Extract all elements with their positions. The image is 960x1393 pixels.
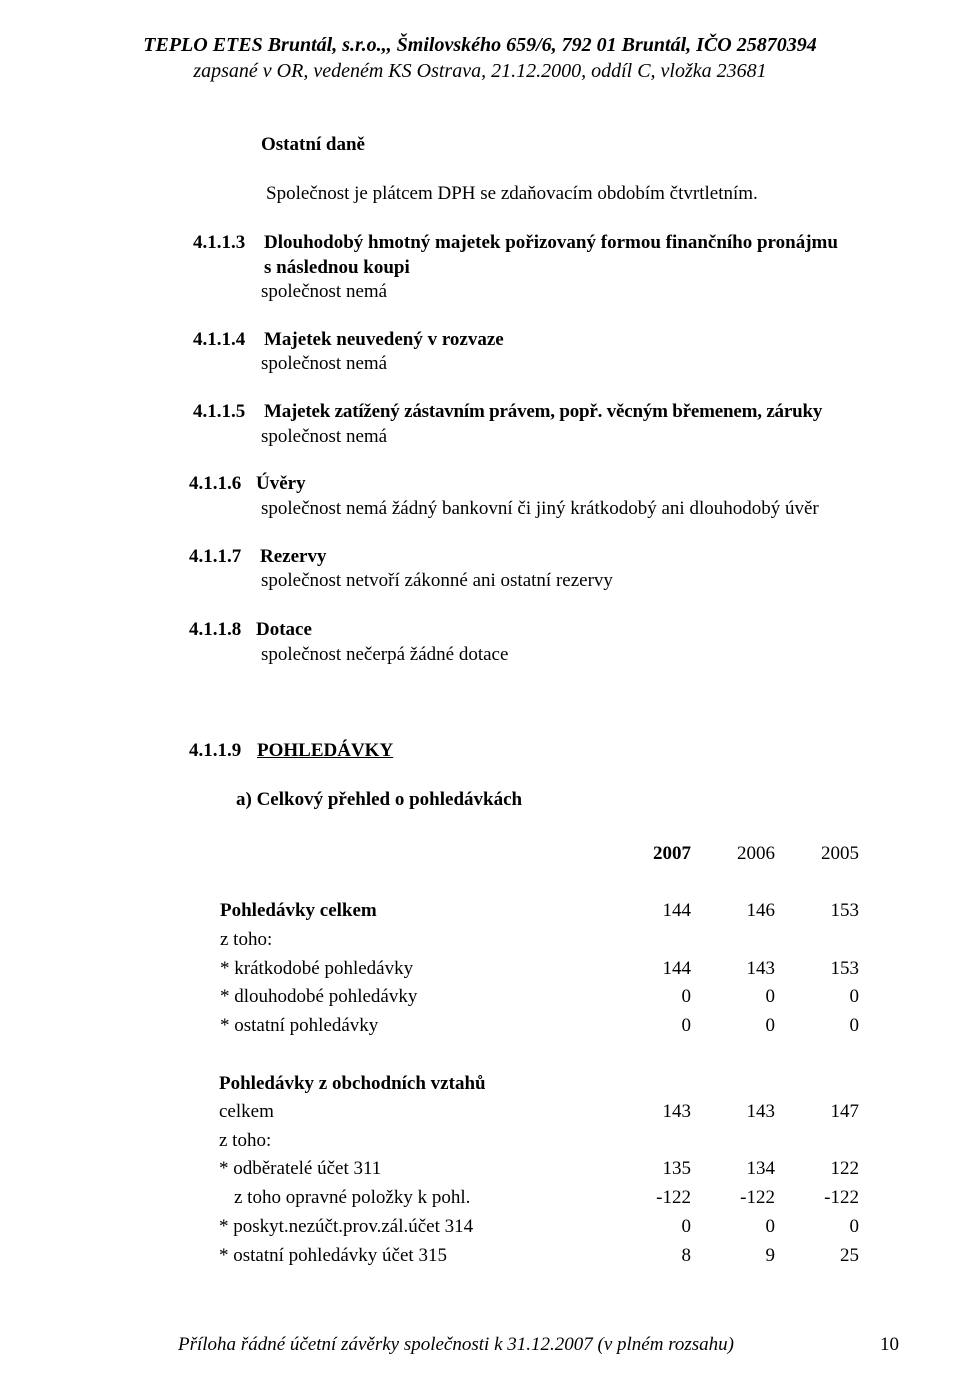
section-text-4-1-1-8: společnost nečerpá žádné dotace <box>261 644 509 665</box>
table-cell: 0 <box>849 1216 859 1237</box>
table-cell: -122 <box>740 1187 775 1208</box>
table-row-label: * odběratelé účet 311 <box>219 1158 382 1179</box>
section-title-4-1-1-8: Dotace <box>256 619 312 640</box>
section-subtitle-4-1-1-9: a) Celkový přehled o pohledávkách <box>236 789 523 810</box>
table-cell: 0 <box>765 1015 775 1036</box>
table-cell: 0 <box>849 1015 859 1036</box>
section-title-4-1-1-3-line2: s následnou koupi <box>264 257 410 278</box>
section-number-4-1-1-7: 4.1.1.7 <box>189 546 242 567</box>
section-number-4-1-1-6: 4.1.1.6 <box>189 473 242 494</box>
section-number-4-1-1-4: 4.1.1.4 <box>193 329 246 350</box>
table-row-label: z toho: <box>220 929 273 950</box>
table-cell: 144 <box>662 958 691 979</box>
table-cell: 134 <box>746 1158 775 1179</box>
table-cell: 143 <box>746 1101 775 1122</box>
table-row-label: Pohledávky celkem <box>220 900 377 921</box>
table-cell: 25 <box>840 1245 859 1266</box>
table-row-label: celkem <box>219 1101 274 1122</box>
table-cell: 144 <box>662 900 691 921</box>
section-text-4-1-1-4: společnost nemá <box>261 353 388 374</box>
table-row-label: * ostatní pohledávky <box>220 1015 379 1036</box>
section-title-4-1-1-9: POHLEDÁVKY <box>257 740 394 761</box>
section-title-4-1-1-7: Rezervy <box>260 546 327 567</box>
ostatni-dane-title: Ostatní daně <box>261 134 365 155</box>
table-cell: 143 <box>662 1101 691 1122</box>
section-number-4-1-1-5: 4.1.1.5 <box>193 401 246 422</box>
ostatni-dane-text: Společnost je plátcem DPH se zdaňovacím obdobím čtvrtletním. <box>266 183 758 204</box>
table-cell: 9 <box>765 1245 775 1266</box>
table-cell: 153 <box>830 900 859 921</box>
table-cell: -122 <box>656 1187 691 1208</box>
table-cell: 146 <box>746 900 775 921</box>
table-row-label: * krátkodobé pohledávky <box>220 958 414 979</box>
table-cell: 0 <box>681 986 691 1007</box>
table-cell: 153 <box>830 958 859 979</box>
section-title-4-1-1-5: Majetek zatížený zástavním právem, popř. věcným břemenem, záruky <box>264 401 823 422</box>
header-line-1: TEPLO ETES Bruntál, s.r.o.,, Šmilovského 659/6, 792 01 Bruntál, IČO 25870394 <box>143 34 817 56</box>
section-title-4-1-1-4: Majetek neuvedený v rozvaze <box>264 329 504 350</box>
section-number-4-1-1-3: 4.1.1.3 <box>193 232 246 253</box>
table-row-label: * dlouhodobé pohledávky <box>220 986 418 1007</box>
section-number-4-1-1-8: 4.1.1.8 <box>189 619 242 640</box>
table-cell: 8 <box>681 1245 691 1266</box>
table-row-label: Pohledávky z obchodních vztahů <box>219 1073 486 1094</box>
table-cell: 122 <box>830 1158 859 1179</box>
table-cell: 0 <box>681 1216 691 1237</box>
table-row-label: * poskyt.nezúčt.prov.zál.účet 314 <box>219 1216 474 1237</box>
table-cell: 0 <box>849 986 859 1007</box>
section-text-4-1-1-6: společnost nemá žádný bankovní či jiný krátkodobý ani dlouhodobý úvěr <box>261 498 819 519</box>
section-title-4-1-1-6: Úvěry <box>256 473 306 494</box>
table-cell: 147 <box>830 1101 859 1122</box>
table-row-label: * ostatní pohledávky účet 315 <box>219 1245 447 1266</box>
section-text-4-1-1-7: společnost netvoří zákonné ani ostatní rezervy <box>261 570 613 591</box>
section-text-4-1-1-5: společnost nemá <box>261 426 388 447</box>
table-cell: 0 <box>681 1015 691 1036</box>
section-title-4-1-1-3-line1: Dlouhodobý hmotný majetek pořizovaný formou finančního pronájmu <box>264 232 838 253</box>
section-text-4-1-1-3: společnost nemá <box>261 281 388 302</box>
table-cell: 135 <box>662 1158 691 1179</box>
year-header-2005: 2005 <box>821 843 859 864</box>
footer-text: Příloha řádné účetní závěrky společnosti k 31.12.2007 (v plném rozsahu) <box>178 1334 735 1355</box>
table-cell: 0 <box>765 986 775 1007</box>
table-cell: 0 <box>765 1216 775 1237</box>
page-number: 10 <box>880 1334 899 1355</box>
header-line-2: zapsané v OR, vedeném KS Ostrava, 21.12.2000, oddíl C, vložka 23681 <box>193 60 767 82</box>
table-cell: 143 <box>746 958 775 979</box>
year-header-2007: 2007 <box>653 843 691 864</box>
table-cell: -122 <box>824 1187 859 1208</box>
section-number-4-1-1-9: 4.1.1.9 <box>189 740 242 761</box>
table-row-label: z toho opravné položky k pohl. <box>234 1187 471 1208</box>
year-header-2006: 2006 <box>737 843 775 864</box>
table-row-label: z toho: <box>219 1130 272 1151</box>
